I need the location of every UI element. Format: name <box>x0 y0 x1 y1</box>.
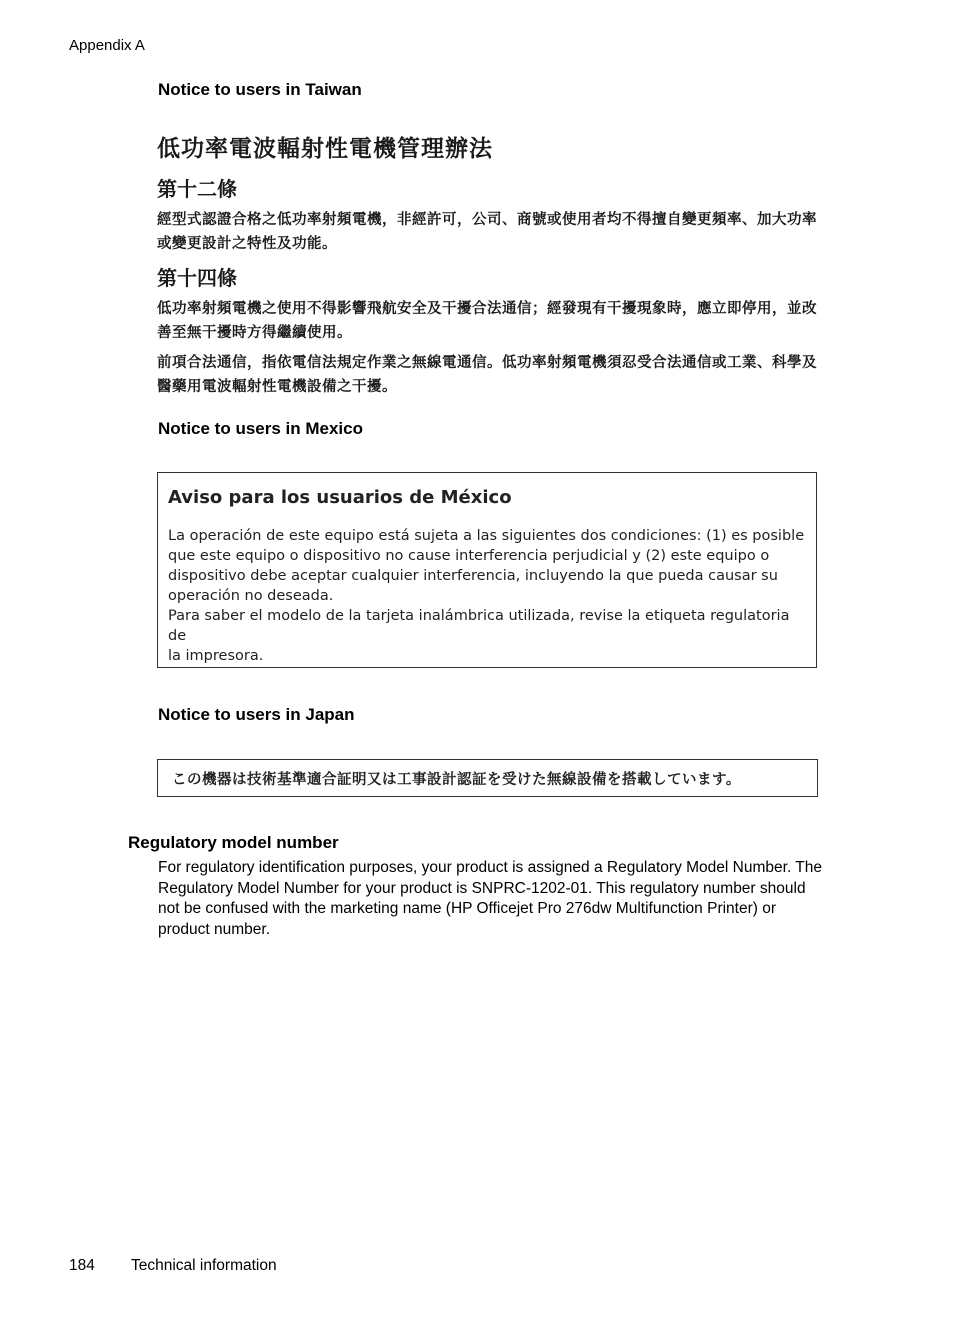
regulatory-line: For regulatory identification purposes, your product is assigned a Regulatory Model Number. The <box>158 859 822 876</box>
running-head: Appendix A <box>69 37 145 54</box>
japan-heading: Notice to users in Japan <box>158 705 355 724</box>
taiwan-title: 低功率電波輻射性電機管理辦法 <box>157 136 493 162</box>
mexico-box-line: la impresora. <box>168 648 264 664</box>
page-number: 184 <box>69 1257 95 1274</box>
japan-notice-box: この機器は技術基準適合証明又は工事設計認証を受けた無線設備を搭載しています。 <box>157 759 818 797</box>
regulatory-line: not be confused with the marketing name (HP Officejet Pro 276dw Multifunction Printer) or <box>158 900 777 917</box>
mexico-heading: Notice to users in Mexico <box>158 419 363 438</box>
regulatory-line: product number. <box>158 920 271 938</box>
mexico-box-line: operación no deseada. <box>168 588 334 604</box>
taiwan-article-14: 第十四條 <box>157 266 237 290</box>
mexico-box-line: que este equipo o dispositivo no cause interferencia perjudicial y (2) este equipo o <box>168 548 770 564</box>
mexico-box-line: dispositivo debe aceptar cualquier interferencia, incluyendo la que pueda causar su <box>168 568 778 584</box>
mexico-notice-box <box>157 472 817 668</box>
footer-section: Technical information <box>131 1257 277 1274</box>
taiwan-notice-image <box>157 130 827 405</box>
mexico-box-line: La operación de este equipo está sujeta a las siguientes dos condiciones: (1) es posible <box>168 528 805 544</box>
regulatory-line: Regulatory Model Number for your product is SNPRC-1202-01. This regulatory number should <box>158 879 806 897</box>
taiwan-article-12: 第十二條 <box>157 177 237 201</box>
taiwan-heading: Notice to users in Taiwan <box>158 80 362 99</box>
taiwan-para-3: 前項合法通信，指依電信法規定作業之無線電通信。低功率射頻電機須忍受合法通信或工業、科學及醫藥用電波輻射性電機設備之干擾。 <box>157 355 817 395</box>
mexico-box-text <box>168 526 806 666</box>
mexico-box-line: Para saber el modelo de la tarjeta inalámbrica utilizada, revise la etiqueta regulatoria de <box>168 608 790 644</box>
regulatory-body <box>158 858 868 940</box>
taiwan-para-1: 經型式認證合格之低功率射頻電機，非經許可，公司、商號或使用者均不得擅自變更頻率、加大功率或變更設計之特性及功能。 <box>157 212 817 252</box>
taiwan-para-2: 低功率射頻電機之使用不得影響飛航安全及干擾合法通信；經發現有干擾現象時，應立即停用，並改善至無干擾時方得繼續使用。 <box>157 301 817 341</box>
mexico-box-title: Aviso para los usuarios de México <box>168 487 512 508</box>
regulatory-heading: Regulatory model number <box>128 833 339 852</box>
